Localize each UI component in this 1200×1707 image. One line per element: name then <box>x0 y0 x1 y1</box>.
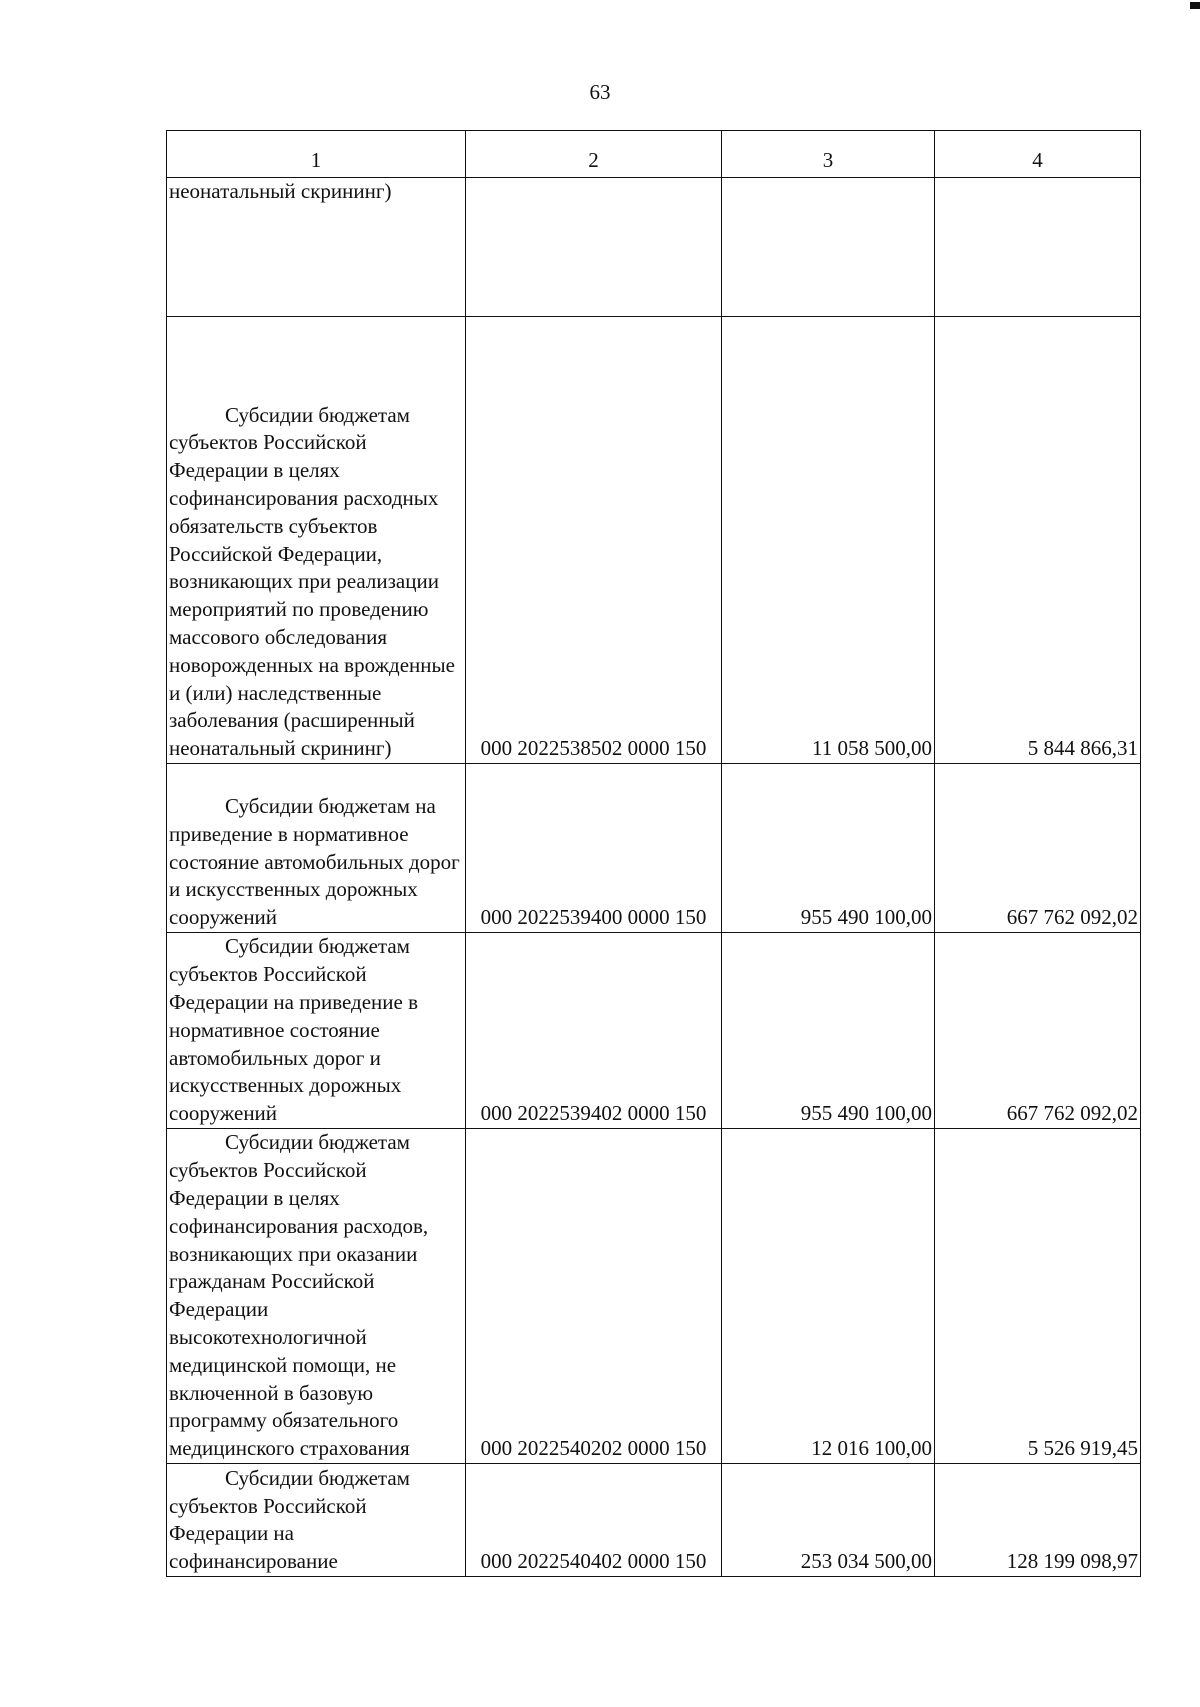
row-name <box>167 1464 466 1577</box>
table-header-row <box>167 131 1141 178</box>
table-row <box>167 764 1141 933</box>
row-code: 000 2022539400 0000 150 <box>466 764 722 933</box>
row-actual: 5 844 866,31 <box>935 317 1141 764</box>
row-code: 000 2022540202 0000 150 <box>466 1129 722 1464</box>
row-actual: 667 762 092,02 <box>935 933 1141 1129</box>
row-plan: 11 058 500,00 <box>722 317 935 764</box>
row-actual: 5 526 919,45 <box>935 1129 1141 1464</box>
row-actual <box>935 178 1141 317</box>
row-code: 000 2022540402 0000 150 <box>466 1464 722 1577</box>
table-row <box>167 317 1141 764</box>
row-plan: 253 034 500,00 <box>722 1464 935 1577</box>
row-name-text: Субсидии бюджетам субъектов Российской Федерации на приведение в нормативное состояние автомобильных дорог и искусственных дорожных сооружений <box>169 934 419 1126</box>
column-header-3: 3 <box>722 131 935 178</box>
row-plan: 955 490 100,00 <box>722 764 935 933</box>
row-name <box>167 317 466 764</box>
row-name <box>167 1129 466 1464</box>
row-code: 000 2022538502 0000 150 <box>466 317 722 764</box>
row-name-text: Субсидии бюджетам субъектов Российской Федерации на софинансирование <box>169 1465 410 1574</box>
budget-revenue-table <box>166 130 1141 1577</box>
row-actual: 128 199 098,97 <box>935 1464 1141 1577</box>
column-header-2: 2 <box>466 131 722 178</box>
row-name-text: Субсидии бюджетам субъектов Российской Федерации в целях софинансирования расходных обязательств субъектов Российской Федерации, возникающих при реализации мероприятий по проведению массового обследования новорожденных на врожденные и (или) наследственные заболевания (расширенный неонатальный скрининг) <box>169 402 455 761</box>
column-header-4: 4 <box>935 131 1141 178</box>
table-row <box>167 178 1141 317</box>
row-code: 000 2022539402 0000 150 <box>466 933 722 1129</box>
table-row <box>167 1129 1141 1464</box>
row-actual: 667 762 092,02 <box>935 764 1141 933</box>
row-plan: 955 490 100,00 <box>722 933 935 1129</box>
row-plan <box>722 178 935 317</box>
row-name-text: Субсидии бюджетам субъектов Российской Федерации в целях софинансирования расходов, возникающих при оказании гражданам Российской Федерации высокотехнологичной медицинской помощи, не включенной в базовую программу обязательного медицинского страхования <box>169 1130 429 1461</box>
table-row <box>167 1464 1141 1577</box>
page-number: 63 <box>589 80 611 104</box>
scan-corner-mark <box>1190 2 1200 9</box>
row-name <box>167 933 466 1129</box>
row-code <box>466 178 722 317</box>
row-name: неонатальный скрининг) <box>167 178 466 317</box>
row-name <box>167 764 466 933</box>
table-row <box>167 933 1141 1129</box>
row-plan: 12 016 100,00 <box>722 1129 935 1464</box>
column-header-1: 1 <box>167 131 466 178</box>
row-name-text: Субсидии бюджетам на приведение в нормативное состояние автомобильных дорог и искусственных дорожных сооружений <box>169 794 460 930</box>
